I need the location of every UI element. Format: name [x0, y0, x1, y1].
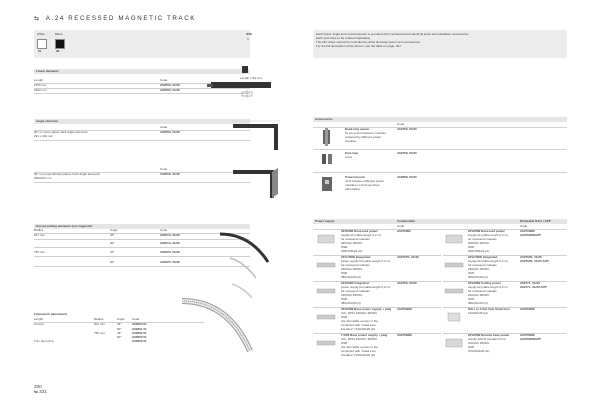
psu-r2-d1: supply kit (cable length 2,2 m)	[468, 259, 508, 263]
angle-flat-diagram	[228, 118, 288, 158]
ip-rating: IP20	[246, 32, 253, 36]
ip-class: II	[247, 37, 249, 41]
framework-curve-diagram	[178, 295, 258, 360]
psu-l5-d4: combined with "Casa Leio	[341, 349, 376, 353]
intro-line-1: Each linear, angle and curved element is provided with mechanical and electrical joints and installation accessories.	[316, 32, 470, 36]
psu-r4-image	[443, 308, 465, 326]
intro-line-3: The 24V driver cannot be controlled by Artist dimming system and accessories.	[316, 40, 421, 44]
psu-r3-extra: 380x40x29 (H)	[468, 301, 488, 305]
power-dimmable-header: Dimmable DALI / APP	[520, 218, 551, 223]
framework-row-3-radius: 750 mm	[94, 331, 105, 335]
acc-3-desc-3: (dimmable)	[345, 187, 361, 191]
framework-row-1-radius: 501 mm	[94, 322, 105, 326]
page-numbers	[34, 384, 47, 394]
accessories-section-bar	[313, 117, 567, 122]
psu-l5-name: 7.5/60 Base power supply + plug	[341, 333, 388, 337]
psu-r2-code: A62767E, 01/30	[520, 255, 542, 259]
psu-r2-d4: IP20	[468, 271, 475, 275]
curved-radius-header: Radius	[34, 228, 44, 232]
psu-r2-code2: A62767E, 01/30 APP	[520, 259, 549, 263]
psu-l1-d3: 230VAC 48VDC	[341, 241, 363, 245]
curved-row-2-code: A62515, 01/30	[160, 241, 180, 245]
psu-r5-d1: supply 300 W (contact form)	[468, 337, 506, 341]
curved-track-diagram	[210, 222, 280, 302]
psu-integrated-60w-image	[315, 282, 337, 300]
framework-title: Framework (aluminum)	[34, 312, 68, 316]
white-swatch	[37, 39, 47, 49]
page-title: A.24 RECESSED MAGNETIC TRACK	[45, 15, 197, 22]
framework-row-5-code: A62606 01	[132, 339, 147, 343]
psu-r3-d4: IP20	[468, 297, 475, 301]
white-label: White	[37, 32, 45, 36]
angle-title: Angle elements	[36, 118, 59, 123]
psu-l1-d4: IP20	[341, 245, 348, 249]
black-swatch	[55, 39, 65, 49]
angle-row-2-code: A62508, 01/30	[160, 172, 180, 176]
psu-l1-d2: for recessed modules	[341, 237, 370, 241]
psu-l5-d2: IP20	[341, 341, 348, 345]
linear-dim-note: Length = 50 mm	[240, 76, 262, 80]
power-code-header-left: Code	[397, 224, 405, 228]
curved-code-header: Code	[160, 228, 168, 232]
psu-r5-d4: 370x200x40 (H)	[468, 349, 490, 353]
acc-3-name: Powered joint	[345, 175, 365, 179]
psu-r3-image	[443, 282, 465, 300]
psu-l3-d2: for recessed modules	[341, 289, 370, 293]
psu-l2-extra: 380x40x29 (H)	[341, 275, 361, 279]
acc-3-desc-1: Joint between different power	[345, 179, 385, 183]
psu-r1-d3: 230VAC 48VDC	[468, 241, 490, 245]
acc-1-desc-3: supplies	[345, 139, 357, 143]
page-number-right: 331	[39, 389, 47, 394]
psu-l4-d1: (UK, DPF) 230VAC 48VDC	[341, 311, 378, 315]
psu-l2-d3: 230VAC 48VDC	[341, 267, 363, 271]
angle-section-bar	[34, 119, 250, 124]
framework-row-4-angle: 90°	[117, 335, 122, 339]
psu-r3-d3: 230VAC 48VDC	[468, 293, 490, 297]
psu-r1-extra: 208x158x21 (H)	[468, 249, 490, 253]
psu-r5-code2: A62765DNAPP	[520, 337, 542, 341]
psu-l1-extra: 208x158x21 (H)	[341, 249, 363, 253]
psu-l3-d3: 230VAC 48VDC	[341, 293, 363, 297]
linear-track-diagram	[205, 66, 275, 106]
double-arrow-icon: ⇆	[34, 15, 41, 22]
framework-row-2-code: A62601 01	[132, 327, 147, 331]
framework-code-header: Code	[132, 317, 140, 321]
curved-row-3-code: A62520, 01/30	[160, 250, 180, 254]
psu-l4-d2: IP20	[341, 315, 348, 319]
acc-3-desc-2: modules or dimmed strips	[345, 183, 380, 187]
psu-l4-d4: combined with "Casa Leio	[341, 323, 376, 327]
curved-title: Curved joining elements (not magnetic)	[36, 223, 93, 228]
psu-l4-code: A62760BR	[397, 307, 412, 311]
linear-row-1-code: A62506, 01/30	[160, 83, 180, 87]
angle-row-1-desc: 90° on same plane track angle elements	[34, 130, 88, 134]
psu-l2-name: 24V/150W Integrated	[341, 255, 371, 259]
curved-row-4-angle: 90°	[110, 260, 115, 264]
psu-r3-name: 24V/60W Ceiling power	[468, 281, 501, 285]
acc-2-name: End caps	[345, 151, 359, 155]
linear-row-2-length: 2302 mm	[34, 88, 47, 92]
acc-1-desc-1: To join joints between modules	[345, 131, 386, 135]
psu-l1-name: 24V/60W Recessed power	[341, 229, 378, 233]
framework-row-2-angle: 90°	[117, 327, 122, 331]
psu-l3-d1: power supply kit (cable length 2,2 m)	[341, 285, 390, 289]
intro-line-4: For the full description of the drivers, see the table on page. 331	[316, 44, 401, 48]
framework-row-1-angle: 45°	[117, 322, 122, 326]
end-caps-image	[316, 150, 338, 170]
curved-row-3-angle: 45°	[110, 250, 115, 254]
psu-base-plug-image	[315, 334, 337, 352]
psu-l5-d3: (for dimmable version in the	[341, 345, 379, 349]
psu-l3-name: 24V/60W Integrated	[341, 281, 369, 285]
psu-l5-d1: (UK, DPF) 230VAC 48VDC	[341, 337, 378, 341]
psu-l4-d3: (for dimmable version in the	[341, 319, 379, 323]
psu-l2-code: A62767E, 01/30	[397, 255, 419, 259]
psu-r3-d2: for recessed modules	[468, 289, 497, 293]
angle-row-2-size: 396x290 mm	[34, 176, 52, 180]
psu-l4-d5: interface") 340x40x29 (H)	[341, 327, 376, 331]
psu-l5-code: A62765BR	[397, 333, 412, 337]
curved-row-1-angle: 45°	[110, 233, 115, 237]
angle-perpendicular-diagram	[228, 164, 288, 204]
dead-ring-spacer-image	[316, 127, 338, 147]
acc-1-name: Dead-ring spacer	[345, 127, 370, 131]
acc-2-code: A62769, 01/30	[397, 151, 417, 155]
angle-code-header: Code	[160, 125, 168, 129]
psu-l2-d2: for recessed modules	[341, 263, 370, 267]
framework-row-5-length: Trim door (2m)	[34, 339, 54, 343]
psu-r2-extra: 380x40x29 (H)	[468, 275, 488, 279]
acc-1-code: A62760, 01/30	[397, 127, 417, 131]
linear-row-2-code: A62505, 01/30	[160, 88, 180, 92]
framework-angle-header: Angle	[117, 317, 125, 321]
psu-r5-d3: IP20	[468, 345, 475, 349]
psu-integrated-image	[315, 256, 337, 274]
psu-l3-extra: 380x40x29 (H)	[341, 301, 361, 305]
psu-l5-d5: interface") 340x40x29 (H)	[341, 353, 376, 357]
black-code: 30	[56, 49, 60, 53]
linear-code-header: Code	[160, 78, 168, 82]
white-code: 01	[38, 49, 42, 53]
page-header	[34, 15, 196, 22]
psu-r1-name: 24V/60W Recessed power	[468, 229, 505, 233]
psu-l1-code: A62760BI	[397, 229, 411, 233]
psu-r1-image	[443, 230, 465, 248]
psu-r5-image	[443, 334, 465, 352]
power-title: Power supply	[315, 218, 335, 223]
angle-row-2-desc: 90° on perpendicular planes track angle elements	[34, 172, 100, 176]
psu-r1-d4: IP20	[468, 245, 475, 249]
psu-r4-code: A62760DE	[520, 307, 535, 311]
curved-row-3-radius: 750 mm	[34, 250, 45, 254]
psu-r3-d1: supply kit (cable length 2,2 m)	[468, 285, 508, 289]
page-number-left: 330	[34, 384, 42, 389]
psu-r1-code: A62760BD	[520, 229, 535, 233]
acc-1-desc-2: powered by different power	[345, 135, 382, 139]
framework-length-header: Length	[34, 317, 44, 321]
powered-joint-image	[316, 174, 338, 194]
psu-r4-name: DALI or Artist Italy Smart box	[468, 307, 510, 311]
psu-r5-name: 24V/60W Remote base power	[468, 333, 510, 337]
power-code-header-right: Code	[520, 224, 528, 228]
curved-row-4-code: A62525, 01/30	[160, 260, 180, 264]
intro-panel	[313, 30, 567, 58]
framework-row-1-length: Curved	[34, 322, 44, 326]
page-arrow-icon: ⇆	[34, 389, 38, 394]
psu-r2-image	[443, 256, 465, 274]
psu-l3-d4: IP20	[341, 297, 348, 301]
curved-angle-header: Angle	[110, 228, 118, 232]
angle-row-1-code: A62509, 01/30	[160, 130, 180, 134]
framework-radius-header: Radius	[94, 317, 104, 321]
psu-l2-d1: power supply kit (cable length 2,2 m)	[341, 259, 390, 263]
psu-r1-code2: A62760DNAPP	[520, 233, 542, 237]
psu-r4-d1: 100x60x26 (H)	[468, 311, 488, 315]
angle-code-header-2: Code	[160, 167, 168, 171]
curved-row-2-angle: 90°	[110, 241, 115, 245]
intro-line-2: Each spot have to be ordered separately.	[316, 36, 371, 40]
acc-2-desc-1: 2 pcs	[345, 155, 353, 159]
acc-3-code: A62668, 01/30	[397, 175, 417, 179]
psu-r5-code: A62765DE	[520, 333, 535, 337]
psu-r2-name: 24V/150W Integrated	[468, 255, 498, 259]
framework-row-3-code: A62602 01	[132, 331, 147, 335]
linear-title: Linear elements	[36, 68, 59, 73]
psu-r2-d3: 230VAC 48VDC	[468, 267, 490, 271]
angle-row-1-size: 291 x 401 mm	[34, 134, 54, 138]
linear-row-1-length: 1150 mm	[34, 83, 47, 87]
psu-r1-d1: supply kit (cable length 2,2 m)	[468, 233, 508, 237]
accessories-code-header: Code	[397, 122, 405, 126]
psu-l2-d4: IP20	[341, 271, 348, 275]
psu-base-image	[315, 308, 337, 326]
psu-recessed-image	[315, 230, 337, 248]
framework-row-4-code: A62603 01	[132, 335, 147, 339]
psu-r3-code: A62771, 01/30	[520, 281, 540, 285]
psu-r5-d2: 230VAC 48VDC	[468, 341, 490, 345]
psu-r3-code2: A62771, 01/30 APP	[520, 285, 547, 289]
psu-l1-d1: supply kit (cable length 2,2 m)	[341, 233, 381, 237]
accessories-title: Accessories	[315, 116, 333, 121]
black-label: Black	[55, 32, 63, 36]
psu-r1-d2: for recessed modules	[468, 237, 497, 241]
linear-length-header: Length	[34, 78, 44, 82]
psu-l4-name: 24V/60W Base power supply + plug	[341, 307, 392, 311]
curved-row-1-code: A62510, 01/30	[160, 233, 180, 237]
power-undimmable-header: Undimmable	[397, 218, 416, 223]
curved-row-1-radius: 501 mm	[34, 233, 45, 237]
framework-row-1-code: A62600 01	[132, 322, 147, 326]
psu-r2-d2: for recessed modules	[468, 263, 497, 267]
colors-panel	[34, 30, 253, 58]
psu-l3-code: A62766, 01/30	[397, 281, 417, 285]
framework-row-3-angle: 45°	[117, 331, 122, 335]
